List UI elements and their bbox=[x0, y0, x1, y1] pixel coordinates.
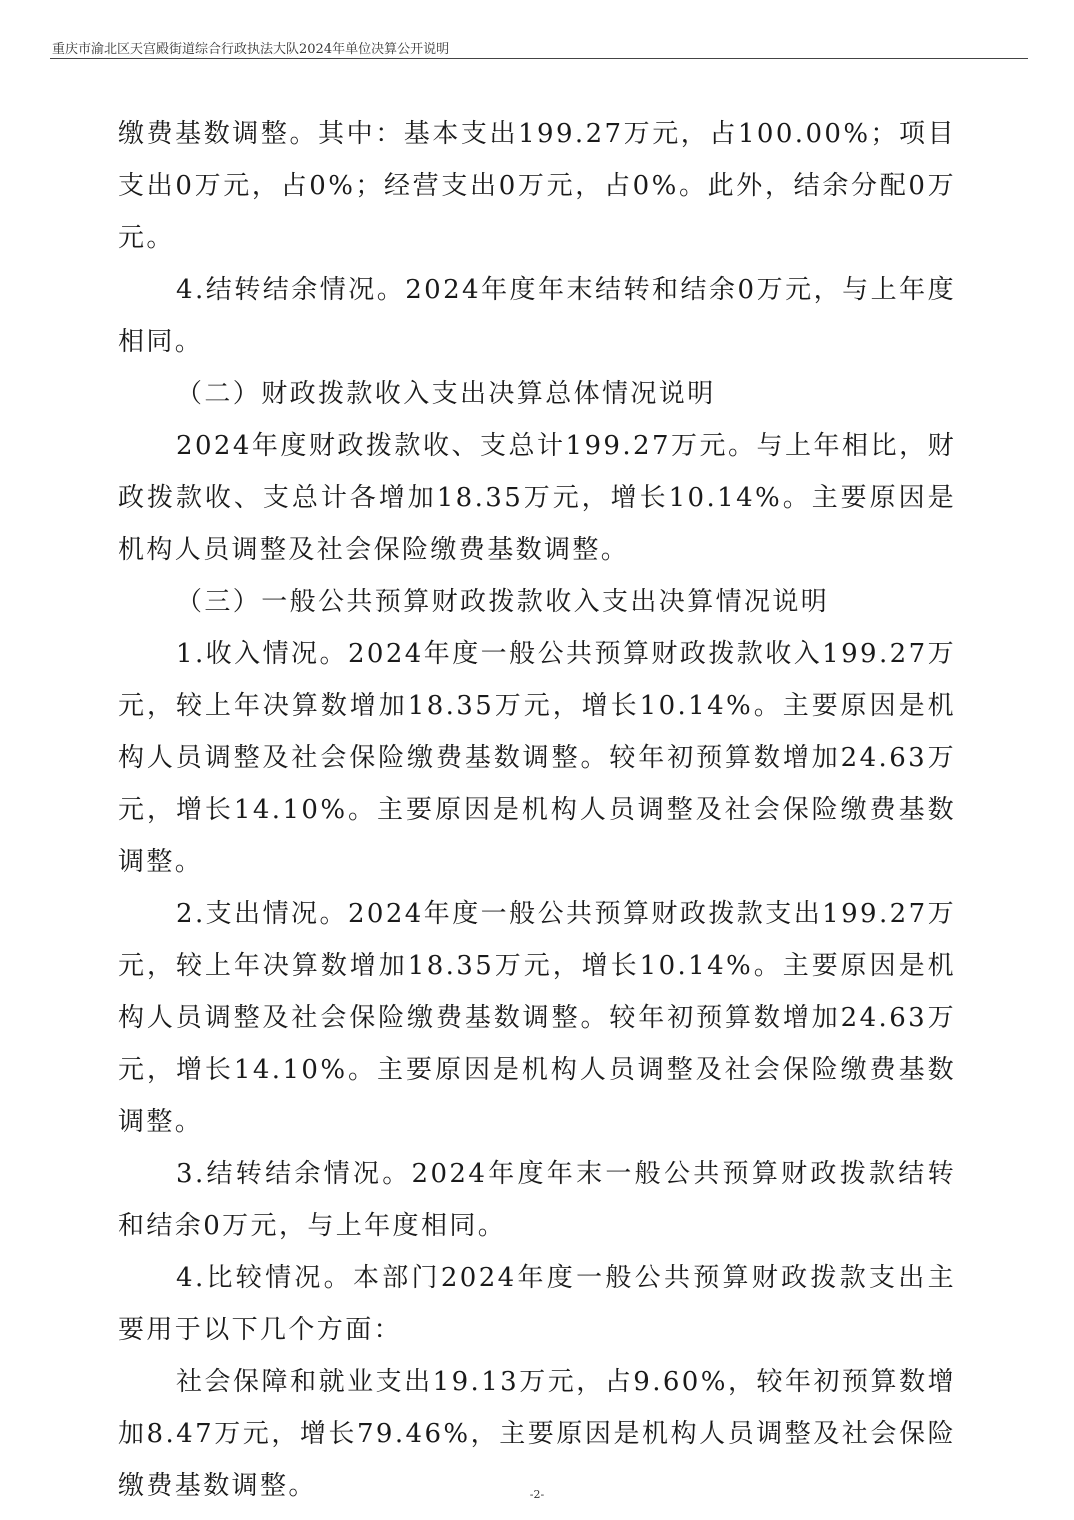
section-heading-3: （三）一般公共预算财政拨款收入支出决算情况说明 bbox=[176, 587, 830, 617]
page-number: -2- bbox=[529, 1488, 545, 1501]
paragraph-comparison: 4.比较情况。本部门2024年度一般公共预算财政拨款支出主要用于以下几个方面： bbox=[118, 1263, 956, 1345]
paragraph-carryover: 3.结转结余情况。2024年度年末一般公共预算财政拨款结转和结余0万元，与上年度相同。 bbox=[118, 1159, 956, 1241]
document-body bbox=[118, 108, 956, 1512]
paragraph-continuation: 缴费基数调整。其中：基本支出199.27万元，占100.00%；项目支出0万元，占0%；经营支出0万元，占0%。此外，结余分配0万元。 bbox=[118, 119, 956, 253]
header-divider bbox=[50, 58, 1028, 59]
paragraph-social-security: 社会保障和就业支出19.13万元，占9.60%，较年初预算数增加8.47万元，增长79.46%，主要原因是机构人员调整及社会保险缴费基数调整。 bbox=[118, 1367, 956, 1501]
running-header: 重庆市渝北区天宫殿街道综合行政执法大队2024年单位决算公开说明 bbox=[52, 42, 450, 57]
paragraph-expenditure: 2.支出情况。2024年度一般公共预算财政拨款支出199.27万元，较上年决算数增加18.35万元，增长10.14%。主要原因是机构人员调整及社会保险缴费基数调整。较年初预算数增加24.63万元，增长14.10%。主要原因是机构人员调整及社会保险缴费基数调整。 bbox=[118, 899, 956, 1137]
paragraph-income: 1.收入情况。2024年度一般公共预算财政拨款收入199.27万元，较上年决算数增加18.35万元，增长10.14%。主要原因是机构人员调整及社会保险缴费基数调整。较年初预算数增加24.63万元，增长14.10%。主要原因是机构人员调整及社会保险缴费基数调整。 bbox=[118, 639, 956, 877]
paragraph-fiscal-total: 2024年度财政拨款收、支总计199.27万元。与上年相比，财政拨款收、支总计各增加18.35万元，增长10.14%。主要原因是机构人员调整及社会保险缴费基数调整。 bbox=[118, 431, 956, 565]
paragraph-carryover-balance: 4.结转结余情况。2024年度年末结转和结余0万元，与上年度相同。 bbox=[118, 275, 956, 357]
section-heading-2: （二）财政拨款收入支出决算总体情况说明 bbox=[176, 379, 716, 409]
